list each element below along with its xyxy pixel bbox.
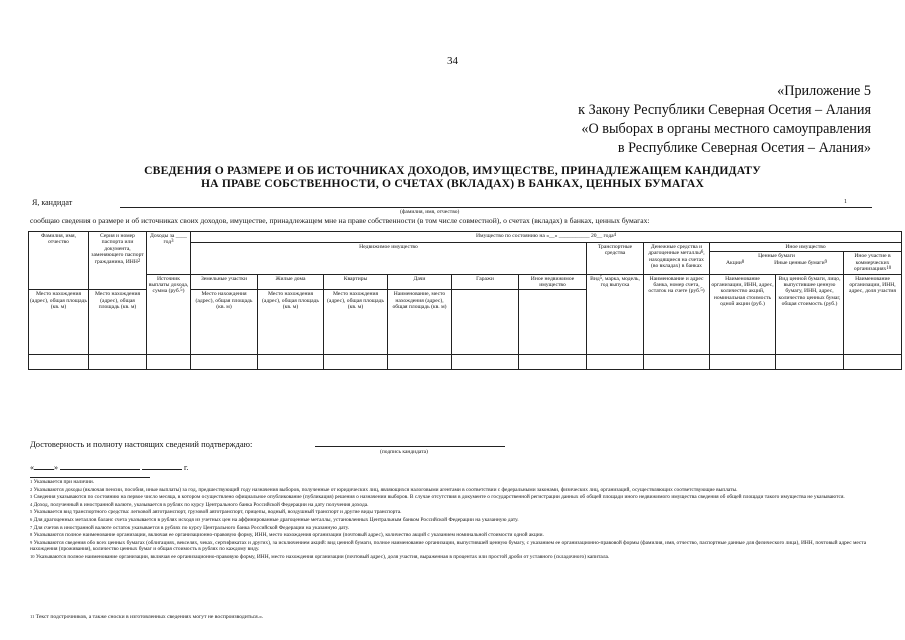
candidate-footnote-mark: 1 — [844, 199, 847, 205]
header-shares: Акции8 — [726, 259, 745, 266]
table-cell[interactable] — [258, 355, 324, 370]
declaration-table — [28, 231, 902, 370]
date-row: « » г. — [30, 463, 189, 472]
title-line-2: НА ПРАВЕ СОБСТВЕННОСТИ, О СЧЕТАХ (ВКЛАДАХ) В БАНКАХ, ЦЕННЫХ БУМАГАХ — [200, 177, 705, 190]
footnote-item: $^6$ Для драгоценных металлов баланс счета указывается в рублях исходя из учетных цен на аффинированные драгоценные металлы, установленных Центральным банком Российской Федерации на указанную дату. — [30, 516, 519, 523]
footnote-item: $^{10}$ Указываются полное наименование организации, включая ее организационно-правовую форму, ИНН, место нахождения организации (почтовый адрес), доля участия, выраженная в процентах или простой дроби от уставного (складочного) капитала. — [30, 553, 610, 560]
table-cell[interactable] — [147, 355, 191, 370]
table-cell[interactable] — [89, 355, 147, 370]
year-field[interactable] — [142, 461, 182, 470]
footnote-item: $^7$ Для счетов в иностранной валюте остаток указывается в рублях по курсу Центрального банка Российской Федерации на указанную дату. — [30, 524, 350, 531]
col-participation: Наименование организации, ИНН, адрес, доля участия — [844, 274, 902, 355]
col-flats: Квартиры — [324, 274, 388, 290]
loc-houses: Место нахождения (адрес), общая площадь (кв. м) — [89, 290, 147, 355]
header-income: Доходы за ____ год3 — [147, 232, 191, 275]
footnote-item: $^3$ Сведения указываются по состоянию на первое число месяца, в котором осуществлено официальное опубликование (публикация) решения о назначении выборов. В случае отсутствия в документе о государственной регистрации данных об общей площади иного недвижимого имущества сведения об общей площади такого имущества не указываются. — [30, 494, 845, 501]
cell-passport-empty — [452, 290, 519, 355]
table-cell[interactable] — [29, 355, 89, 370]
footnote-item: $^2$ Указываются доходы (включая пенсии, пособия, иные выплаты) за год, предшествующий году назначения выборов, полученные от юридических лиц, являющихся налоговыми агентами в соответствии с федеральными законами, физических лиц, организаций, осуществляющих соответствующие выплаты. — [30, 486, 738, 493]
footnote-separator — [30, 477, 150, 478]
title-line-1: СВЕДЕНИЯ О РАЗМЕРЕ И ОБ ИСТОЧНИКАХ ДОХОДОВ, ИМУЩЕСТВЕ, ПРИНАДЛЕЖАЩЕМ КАНДИДАТУ — [144, 164, 761, 177]
col-income-source: Источник выплаты дохода, сумма (руб.5) — [147, 274, 191, 355]
footnote-11: $^{11}$ Текст подстрочников, а также сноски в изготовленных сведениях могут не воспроизводиться.». — [30, 614, 264, 620]
month-field[interactable] — [60, 461, 140, 470]
header-property: Имущество по состоянию на «__» ___________ 20__ года4 — [191, 232, 902, 243]
signature-caption: (подпись кандидата) — [380, 449, 428, 455]
table-cell[interactable] — [452, 355, 519, 370]
col-vehicle: Вид5, марка, модель, год выпуска — [587, 274, 644, 355]
page-number: 34 — [447, 55, 458, 67]
header-realty: Недвижимое имущество — [191, 243, 587, 275]
footnote-item: $^8$ Указываются полное наименование организации, включая ее организационно-правовую форму, ИНН, место нахождения организации (почтовый адрес), количество акций с указанием номинальной стоимости одной акции. — [30, 532, 544, 539]
candidate-label: Я, кандидат — [32, 198, 73, 207]
header-other-property: Иное имущество — [710, 243, 902, 252]
header-fio: Фамилия, имя, отчество — [29, 232, 89, 290]
candidate-name-field[interactable] — [120, 207, 872, 208]
table-cell[interactable] — [776, 355, 844, 370]
loc-garages: Место нахождения (адрес), общая площадь (кв. м) — [324, 290, 388, 355]
table-cell[interactable] — [191, 355, 258, 370]
loc-other-realty: Наименование, место нахождения (адрес), общая площадь (кв. м) — [388, 290, 452, 355]
col-land: Земельные участки — [191, 274, 258, 290]
header-passport: Серия и номер паспорта или документа, заменяющего паспорт гражданина, ИНН2 — [89, 232, 147, 290]
header-participation: Иное участие в коммерческих организациях10 — [844, 252, 902, 274]
appendix-line-4: в Республике Северная Осетия – Алания» — [617, 140, 871, 156]
table-cell[interactable] — [519, 355, 587, 370]
reports-statement: сообщаю сведения о размере и об источниках своих доходов, имуществе, принадлежащем мне на праве собственности (в том числе совместной), о счетах (вкладах) в банках, ценных бумагах: — [30, 216, 650, 225]
header-money: Денежные средства и драгоценные металлы6, находящиеся на счетах (во вкладах) в банках — [644, 243, 710, 275]
table-cell[interactable] — [844, 355, 902, 370]
col-other-securities: Вид ценной бумаги, лицо, выпустившее ценную бумагу, ИНН, адрес, количество ценных бумаг, общая стоимость (руб.) — [776, 274, 844, 355]
confirmation-text: Достоверность и полноту настоящих сведений подтверждаю: — [30, 439, 253, 449]
col-other-realty: Иное недвижимое имущество — [519, 274, 587, 290]
col-bank: Наименование и адрес банка, номер счета, остаток на счете (руб.5) — [644, 274, 710, 355]
table-cell[interactable] — [644, 355, 710, 370]
col-houses: Жилые дома — [258, 274, 324, 290]
footnote-item: $^9$ Указываются сведения обо всех ценных бумагах (облигациях, векселях, чеках, сертификатах и других), за исключением акций: вид ценной бумаги, полное наименование организации, выпустившей ценную бумагу, с указанием ее организационно-правовой формы (фамилия, имя, отчество, паспортные данные для физического лица), ИНН, почтовый адрес места нахождения (проживания), количество ценных бумаг и общая стоимость в рублях по каждому виду. — [30, 539, 867, 553]
cell-fio-empty — [519, 290, 587, 355]
footnotes — [30, 477, 875, 562]
loc-flats: Место нахождения (адрес), общая площадь (кв. м) — [191, 290, 258, 355]
loc-land: Место нахождения (адрес), общая площадь (кв. м) — [29, 290, 89, 355]
footnote-item: $^4$ Доход, полученный в иностранной валюте, указывается в рублях по курсу Центрального банка Российской Федерации на дату получения дохода. — [30, 501, 369, 508]
footnote-item: $^5$ Указывается вид транспортного средства: легковой автотранспорт, грузовой автотранспорт, прицепы, водный, воздушный транспорт и другие виды транспорта. — [30, 509, 402, 516]
appendix-reference — [451, 82, 871, 158]
col-garages: Гаражи — [452, 274, 519, 290]
appendix-line-3: «О выборах в органы местного самоуправления — [581, 121, 871, 137]
appendix-line-1: «Приложение 5 — [777, 83, 871, 99]
col-dachas: Дачи — [388, 274, 452, 290]
header-other-securities: Иные ценные бумаги9 — [774, 259, 827, 266]
loc-dachas: Место нахождения (адрес), общая площадь (кв. м) — [258, 290, 324, 355]
day-field[interactable] — [34, 461, 54, 470]
col-shares: Наименование организации, ИНН, адрес, количество акций, номинальная стоимость одной акции (руб.) — [710, 274, 776, 355]
header-transport: Транспортные средства — [587, 243, 644, 275]
table-row — [29, 355, 902, 370]
table-cell[interactable] — [710, 355, 776, 370]
table-cell[interactable] — [324, 355, 388, 370]
document-title — [0, 164, 905, 190]
table-cell[interactable] — [388, 355, 452, 370]
candidate-caption: (фамилия, имя, отчество) — [400, 209, 460, 215]
signature-field[interactable] — [315, 446, 505, 447]
table-cell[interactable] — [587, 355, 644, 370]
header-securities: Ценные бумаги Акции8 Иные ценные бумаги9 — [710, 252, 844, 274]
appendix-line-2: к Закону Республики Северная Осетия – Алания — [578, 102, 871, 118]
footnote-item: $^1$ Указывается при наличии. — [30, 479, 95, 485]
